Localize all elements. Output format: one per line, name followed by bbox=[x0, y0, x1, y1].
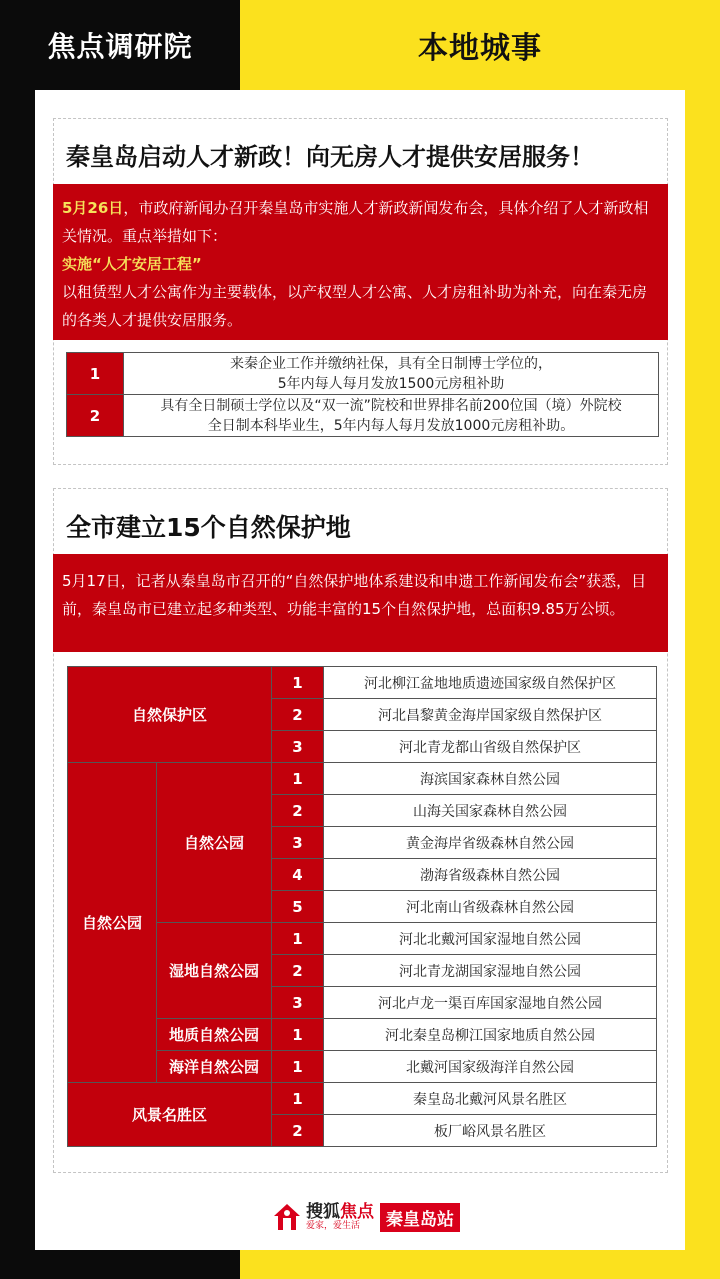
section1-title: 秦皇岛启动人才新政！向无房人才提供安居服务！ bbox=[66, 143, 594, 171]
subcategory-marine-park: 海洋自然公园 bbox=[157, 1051, 272, 1083]
row-text-line: 具有全日制硕士学位以及“双一流”院校和世界排名前200位国（境）外院校 bbox=[160, 397, 622, 414]
subsidy-table bbox=[66, 352, 659, 437]
header-right-title: 本地城事 bbox=[418, 31, 542, 66]
subcategory-forest-park: 自然公园 bbox=[157, 763, 272, 923]
area-name: 河北青龙湖国家湿地自然公园 bbox=[324, 955, 657, 987]
area-name: 秦皇岛北戴河风景名胜区 bbox=[324, 1083, 657, 1115]
row-number: 1 bbox=[67, 353, 124, 395]
row-number: 2 bbox=[272, 1115, 324, 1147]
row-number: 3 bbox=[272, 731, 324, 763]
row-number: 1 bbox=[272, 1019, 324, 1051]
area-name: 河北青龙都山省级自然保护区 bbox=[324, 731, 657, 763]
section1-summary-box bbox=[53, 184, 668, 340]
area-name: 河北柳江盆地地质遗迹国家级自然保护区 bbox=[324, 667, 657, 699]
area-name: 北戴河国家级海洋自然公园 bbox=[324, 1051, 657, 1083]
row-text bbox=[124, 353, 659, 395]
logo-brand-sohu: 搜狐 bbox=[306, 1201, 340, 1222]
row-number: 1 bbox=[272, 1051, 324, 1083]
sohu-focus-logo bbox=[272, 1200, 460, 1234]
row-number: 2 bbox=[272, 955, 324, 987]
table-row bbox=[67, 395, 659, 437]
area-name: 河北卢龙一渠百库国家湿地自然公园 bbox=[324, 987, 657, 1019]
row-number: 1 bbox=[272, 763, 324, 795]
station-badge: 秦皇岛站 bbox=[380, 1203, 460, 1232]
protected-areas-table bbox=[67, 666, 657, 1147]
logo-brand-focus: 焦点 bbox=[340, 1201, 374, 1222]
table-row bbox=[68, 667, 657, 699]
row-number: 4 bbox=[272, 859, 324, 891]
section2-title: 全市建立15个自然保护地 bbox=[66, 513, 351, 542]
table-row bbox=[68, 1051, 657, 1083]
subcategory-geo-park: 地质自然公园 bbox=[157, 1019, 272, 1051]
table-row bbox=[68, 923, 657, 955]
table-row bbox=[67, 353, 659, 395]
area-name: 渤海省级森林自然公园 bbox=[324, 859, 657, 891]
table-row bbox=[68, 1083, 657, 1115]
table-row bbox=[68, 1019, 657, 1051]
area-name: 河北南山省级森林自然公园 bbox=[324, 891, 657, 923]
row-number: 2 bbox=[272, 699, 324, 731]
area-name: 山海关国家森林自然公园 bbox=[324, 795, 657, 827]
row-number: 2 bbox=[272, 795, 324, 827]
section2-body: 5月17日，记者从秦皇岛市召开的“自然保护地体系建设和申遗工作新闻发布会”获悉，目前，秦皇岛市已建立起多种类型、功能丰富的15个自然保护地，总面积9.85万公顷。 bbox=[62, 572, 647, 618]
area-name: 河北北戴河国家湿地自然公园 bbox=[324, 923, 657, 955]
category-nature-reserve: 自然保护区 bbox=[68, 667, 272, 763]
row-number: 3 bbox=[272, 827, 324, 859]
area-name: 河北昌黎黄金海岸国家级自然保护区 bbox=[324, 699, 657, 731]
subcategory-wetland-park: 湿地自然公园 bbox=[157, 923, 272, 1019]
area-name: 黄金海岸省级森林自然公园 bbox=[324, 827, 657, 859]
logo-slogan: 爱家，爱生活 bbox=[306, 1220, 361, 1231]
row-number: 1 bbox=[272, 1083, 324, 1115]
row-text-line: 来秦企业工作并缴纳社保，具有全日制博士学位的， bbox=[230, 355, 552, 372]
section1-subtitle: 实施“人才安居工程” bbox=[62, 255, 202, 273]
row-text bbox=[124, 395, 659, 437]
section1-intro: ，市政府新闻办召开秦皇岛市实施人才新政新闻发布会，具体介绍了人才新政相关情况。重点举措如下： bbox=[62, 199, 649, 245]
category-scenic-area: 风景名胜区 bbox=[68, 1083, 272, 1147]
section2-summary-box bbox=[53, 554, 668, 652]
row-number: 3 bbox=[272, 987, 324, 1019]
row-number: 1 bbox=[272, 667, 324, 699]
row-number: 5 bbox=[272, 891, 324, 923]
section1-date: 5月26日 bbox=[62, 199, 124, 217]
row-text-line: 全日制本科毕业生，5年内每人每月发放1000元房租补助。 bbox=[207, 417, 575, 434]
area-name: 海滨国家森林自然公园 bbox=[324, 763, 657, 795]
category-nature-park: 自然公园 bbox=[68, 763, 157, 1083]
row-text-line: 5年内每人每月发放1500元房租补助 bbox=[277, 375, 505, 392]
table-row bbox=[68, 763, 657, 795]
area-name: 板厂峪风景名胜区 bbox=[324, 1115, 657, 1147]
row-number: 1 bbox=[272, 923, 324, 955]
house-logo-icon bbox=[272, 1202, 302, 1232]
header-left-title: 焦点调研院 bbox=[47, 30, 193, 63]
row-number: 2 bbox=[67, 395, 124, 437]
area-name: 河北秦皇岛柳江国家地质自然公园 bbox=[324, 1019, 657, 1051]
section1-body: 以租赁型人才公寓作为主要载体，以产权型人才公寓、人才房租补助为补充，向在秦无房的各类人才提供安居服务。 bbox=[62, 283, 648, 329]
